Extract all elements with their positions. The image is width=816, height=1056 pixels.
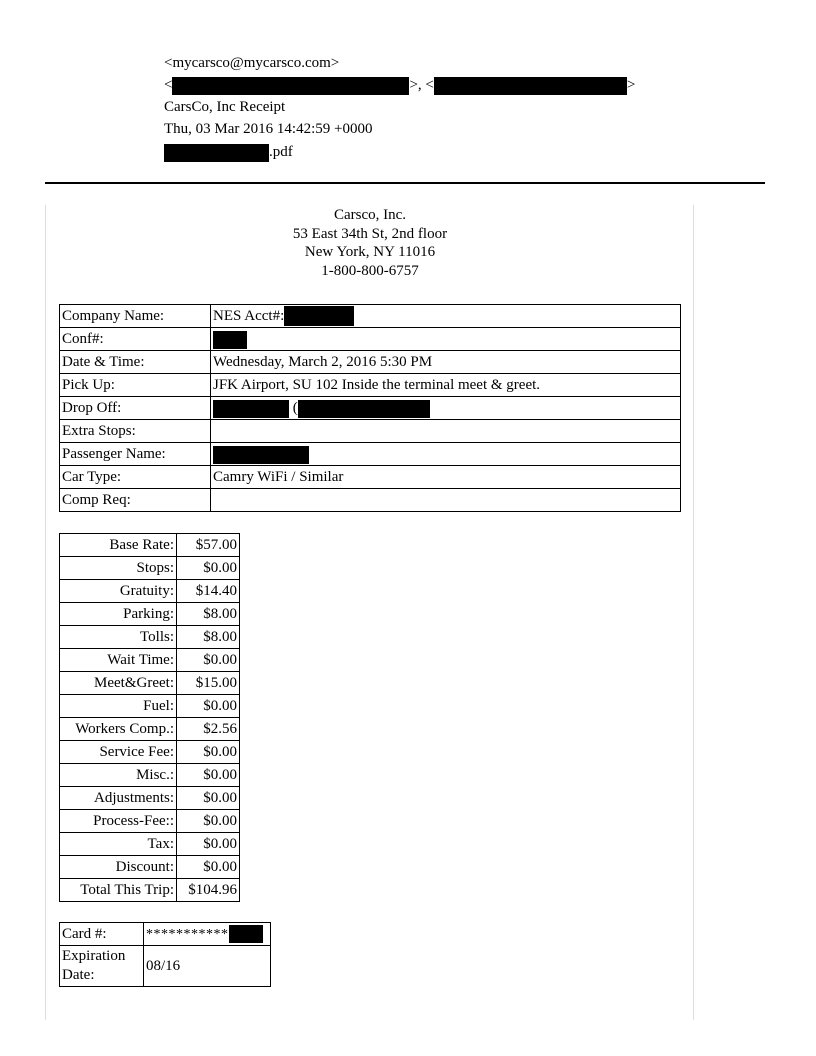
table-row: [60, 764, 240, 787]
company-name: Carsco, Inc.: [333, 207, 407, 223]
trip-label: Passenger Name:: [60, 443, 211, 466]
fare-total-value: $104.96: [177, 879, 240, 902]
body-frame-left: [45, 205, 46, 1020]
expiration-label: Expiration Date:: [60, 946, 144, 987]
fare-value: $2.56: [177, 718, 240, 741]
redaction-box: [172, 77, 409, 95]
fare-breakdown-table: [59, 533, 240, 902]
trip-label: Comp Req:: [60, 489, 211, 512]
fare-label: Parking:: [60, 603, 177, 626]
table-row: [60, 833, 240, 856]
trip-value: Wednesday, March 2, 2016 5:30 PM: [211, 351, 681, 374]
company-city: New York, NY 11016: [304, 244, 436, 260]
trip-label: Date & Time:: [60, 351, 211, 374]
fare-value: $0.00: [177, 856, 240, 879]
table-row: [60, 649, 240, 672]
fare-label: Stops:: [60, 557, 177, 580]
company-phone: 1-800-800-6757: [321, 262, 419, 279]
table-row: [60, 695, 240, 718]
table-row: [60, 741, 240, 764]
table-row: [60, 856, 240, 879]
table-row: [60, 328, 681, 351]
trip-label: Drop Off:: [60, 397, 211, 420]
attachment-file[interactable]: .pdf: [164, 142, 293, 162]
trip-label: Company Name:: [60, 305, 211, 328]
fare-total-label: Total This Trip:: [60, 879, 177, 902]
payment-card-table: [59, 922, 271, 987]
table-row: [60, 879, 240, 902]
redaction-box: [434, 77, 627, 95]
to-value: < >, < >: [164, 77, 636, 93]
fare-label: Process-Fee::: [60, 810, 177, 833]
table-row: [60, 534, 240, 557]
date-value: Thu, 03 Mar 2016 14:42:59 +0000: [164, 121, 373, 137]
card-number-value: ***********: [144, 923, 271, 946]
company-address: [60, 206, 680, 280]
table-row: [60, 946, 271, 987]
table-row: [60, 420, 681, 443]
trip-value: NES Acct#:: [211, 305, 681, 328]
table-row: [60, 810, 240, 833]
fare-value: $0.00: [177, 833, 240, 856]
trip-value: (: [211, 397, 681, 420]
fare-label: Meet&Greet:: [60, 672, 177, 695]
trip-value: [211, 489, 681, 512]
fare-value: $0.00: [177, 810, 240, 833]
trip-value: [211, 328, 681, 351]
trip-label: Pick Up:: [60, 374, 211, 397]
company-street: 53 East 34th St, 2nd floor: [292, 225, 448, 242]
trip-label: Extra Stops:: [60, 420, 211, 443]
body-frame-right: [693, 205, 694, 1020]
trip-details-table: [59, 304, 681, 512]
fare-label: Tax:: [60, 833, 177, 856]
table-row: [60, 374, 681, 397]
table-row: [60, 305, 681, 328]
fare-value: $0.00: [177, 741, 240, 764]
fare-value: $15.00: [177, 672, 240, 695]
from-value: <mycarsco@mycarsco.com>: [164, 55, 340, 71]
trip-value: Camry WiFi / Similar: [211, 466, 681, 489]
fare-label: Fuel:: [60, 695, 177, 718]
header-divider: [45, 182, 765, 184]
fare-label: Workers Comp.:: [60, 718, 177, 741]
fare-label: Gratuity:: [60, 580, 177, 603]
fare-value: $8.00: [177, 626, 240, 649]
fare-label: Service Fee:: [60, 741, 177, 764]
table-row: [60, 626, 240, 649]
fare-label: Discount:: [60, 856, 177, 879]
trip-label: Conf#:: [60, 328, 211, 351]
table-row: [60, 580, 240, 603]
trip-value: JFK Airport, SU 102 Inside the terminal meet & greet.: [211, 374, 681, 397]
fare-value: $14.40: [177, 580, 240, 603]
table-row: [60, 603, 240, 626]
fare-value: $0.00: [177, 787, 240, 810]
redaction-box: [213, 446, 309, 464]
fare-label: Misc.:: [60, 764, 177, 787]
fare-label: Base Rate:: [60, 534, 177, 557]
trip-label: Car Type:: [60, 466, 211, 489]
table-row: [60, 787, 240, 810]
fare-label: Tolls:: [60, 626, 177, 649]
fare-value: $8.00: [177, 603, 240, 626]
redaction-box: [298, 400, 430, 418]
table-row: [60, 718, 240, 741]
redaction-box: [229, 925, 263, 943]
redaction-box: [284, 306, 354, 326]
fare-label: Adjustments:: [60, 787, 177, 810]
table-row: [60, 466, 681, 489]
expiration-value: 08/16: [144, 946, 271, 987]
table-row: [60, 923, 271, 946]
fare-value: $0.00: [177, 557, 240, 580]
table-row: [60, 489, 681, 512]
fare-value: $0.00: [177, 649, 240, 672]
redaction-box: [164, 144, 269, 162]
redaction-box: [213, 400, 289, 418]
redaction-box: [213, 331, 247, 349]
trip-value: [211, 420, 681, 443]
fare-value: $0.00: [177, 695, 240, 718]
fare-value: $0.00: [177, 764, 240, 787]
subject-value: CarsCo, Inc Receipt: [164, 99, 286, 115]
fare-value: $57.00: [177, 534, 240, 557]
table-row: [60, 443, 681, 466]
table-row: [60, 557, 240, 580]
card-number-label: Card #:: [60, 923, 144, 946]
trip-value: [211, 443, 681, 466]
table-row: [60, 397, 681, 420]
table-row: [60, 672, 240, 695]
fare-label: Wait Time:: [60, 649, 177, 672]
table-row: [60, 351, 681, 374]
